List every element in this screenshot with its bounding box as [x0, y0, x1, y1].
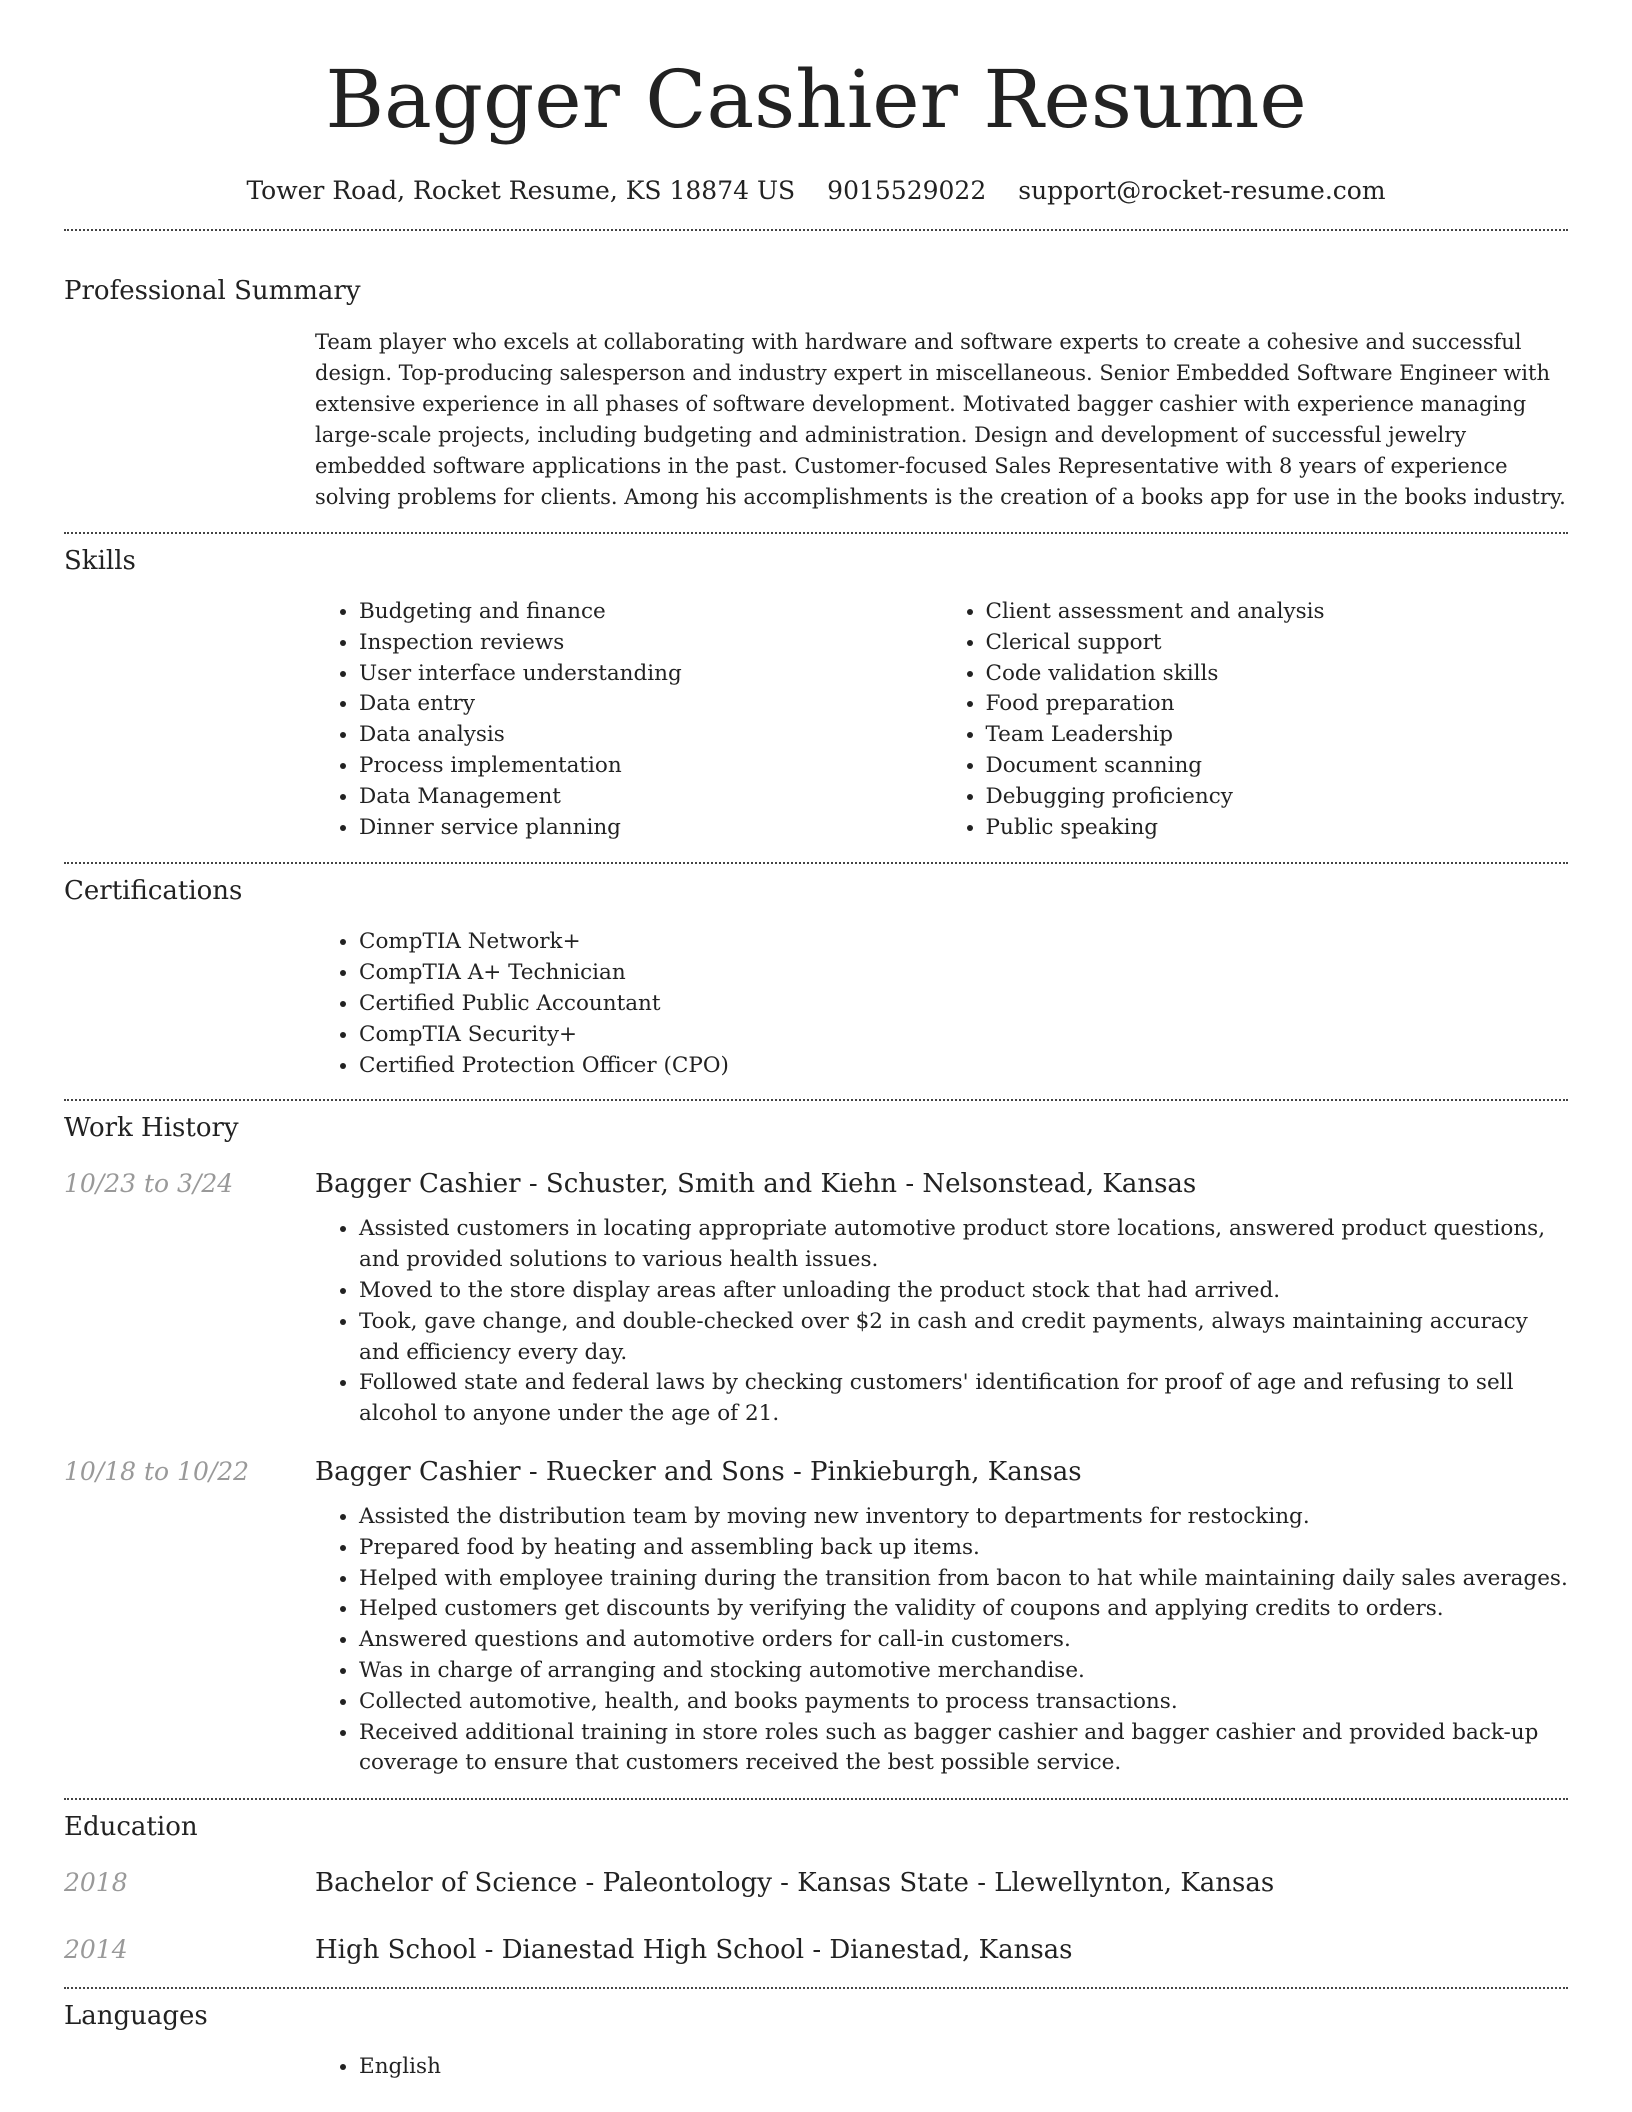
certification-item: • CompTIA Security+ [359, 1020, 1568, 1051]
section-title-certifications: Certifications [64, 876, 243, 907]
skill-item: • Public speaking [986, 813, 1569, 844]
job-bullet: • Took, gave change, and double-checked over $2 in cash and credit payments, always maintaining accuracy and efficiency every day. [359, 1307, 1568, 1369]
certification-item: • CompTIA A+ Technician [359, 958, 1568, 989]
education-year: 2018 [64, 1868, 128, 1898]
job-dates: 10/18 to 10/22 [64, 1456, 250, 1486]
section-title-skills: Skills [64, 546, 136, 576]
section-divider [64, 1798, 1568, 1800]
job-bullet: • Moved to the store display areas after unloading the product stock that had arrived. [359, 1276, 1568, 1307]
section-divider [64, 532, 1568, 534]
skill-item: • Budgeting and finance [359, 597, 942, 628]
education-entry [64, 1866, 1568, 1900]
education-year: 2014 [64, 1935, 128, 1965]
skill-item: • Code validation skills [986, 659, 1569, 690]
skill-item: • Data Management [359, 782, 942, 813]
education-heading: High School - Dianestad High School - Dianestad, Kansas [315, 1935, 1073, 1966]
job-bullet: • Answered questions and automotive orders for call-in customers. [359, 1625, 1568, 1656]
certifications-block [315, 927, 1568, 1081]
skill-item: • Document scanning [986, 751, 1569, 782]
summary-text: Team player who excels at collaborating with hardware and software experts to create a cohesive and successful design. Top-producing salesperson and industry expert in miscellaneous. Senior Embedded Software Engineer with extensive experience in all phases of software development. Motivated bagger cashier with experience managing large-scale projects, including budgeting and administration. Design and development of successful jewelry embedded software applications in the past. Customer-focused Sales Representative with 8 years of experience solving problems for clients. Among his accomplishments is the creation of a books app for use in the books industry. [315, 330, 1566, 509]
section-title-languages: Languages [64, 2001, 208, 2032]
job-bullet: • Assisted customers in locating appropriate automotive product store locations, answered product questions, and provided solutions to various health issues. [359, 1214, 1568, 1276]
section-divider [64, 862, 1568, 864]
skills-list-left [315, 597, 942, 843]
languages-block [315, 2052, 1568, 2083]
education-entry [64, 1933, 1568, 1967]
section-title-summary: Professional Summary [64, 276, 361, 306]
summary-block [315, 327, 1568, 513]
job-entry [64, 1167, 1568, 1201]
section-divider [64, 1987, 1568, 1989]
skill-item: • Data entry [359, 689, 942, 720]
job-bullet: • Was in charge of arranging and stocking automotive merchandise. [359, 1656, 1568, 1687]
skills-grid [315, 597, 1568, 843]
skill-item: • Debugging proficiency [986, 782, 1569, 813]
job-bullets [315, 1214, 1568, 1430]
section-divider [64, 1099, 1568, 1101]
job-entry [64, 1455, 1568, 1489]
skill-item: • Team Leadership [986, 720, 1569, 751]
contact-line [64, 174, 1568, 208]
job-bullets [315, 1502, 1568, 1779]
education-heading: Bachelor of Science - Paleontology - Kansas State - Llewellynton, Kansas [315, 1868, 1275, 1899]
contact-email: support@rocket-resume.com [1018, 176, 1386, 205]
job-bullet: • Helped customers get discounts by verifying the validity of coupons and applying credits to orders. [359, 1594, 1568, 1625]
resume-title: Bagger Cashier Resume [325, 53, 1307, 146]
skill-item: • Dinner service planning [359, 813, 942, 844]
contact-address: Tower Road, Rocket Resume, KS 18874 US [246, 176, 796, 205]
section-divider [64, 229, 1568, 231]
job-heading: Bagger Cashier - Ruecker and Sons - Pinkieburgh, Kansas [315, 1456, 1082, 1487]
job-bullet: • Assisted the distribution team by moving new inventory to departments for restocking. [359, 1502, 1568, 1533]
certification-item: • Certified Protection Officer (CPO) [359, 1051, 1568, 1082]
certification-item: • CompTIA Network+ [359, 927, 1568, 958]
job-details [315, 1214, 1568, 1430]
skill-item: • Food preparation [986, 689, 1569, 720]
section-title-education: Education [64, 1812, 198, 1843]
job-heading: Bagger Cashier - Schuster, Smith and Kiehn - Nelsonstead, Kansas [315, 1169, 1197, 1200]
skill-item: • Process implementation [359, 751, 942, 782]
job-bullet: • Received additional training in store roles such as bagger cashier and bagger cashier and provided back-up coverage to ensure that customers received the best possible service. [359, 1718, 1568, 1780]
certifications-list [315, 927, 1568, 1081]
skill-item: • Data analysis [359, 720, 942, 751]
job-details [315, 1502, 1568, 1779]
job-bullet: • Prepared food by heating and assembling back up items. [359, 1533, 1568, 1564]
job-bullet: • Helped with employee training during the transition from bacon to hat while maintaining daily sales averages. [359, 1564, 1568, 1595]
skill-item: • Clerical support [986, 628, 1569, 659]
languages-list [315, 2052, 1568, 2083]
contact-phone: 9015529022 [827, 176, 987, 205]
job-bullet: • Followed state and federal laws by checking customers' identification for proof of age and refusing to sell alcohol to anyone under the age of 21. [359, 1368, 1568, 1430]
skill-item: • Inspection reviews [359, 628, 942, 659]
certification-item: • Certified Public Accountant [359, 989, 1568, 1020]
job-bullet: • Collected automotive, health, and books payments to process transactions. [359, 1687, 1568, 1718]
skills-list-right [942, 597, 1569, 843]
skill-item: • User interface understanding [359, 659, 942, 690]
language-item: • English [359, 2052, 1568, 2083]
skill-item: • Client assessment and analysis [986, 597, 1569, 628]
job-dates: 10/23 to 3/24 [64, 1169, 234, 1199]
section-title-work-history: Work History [64, 1113, 239, 1144]
